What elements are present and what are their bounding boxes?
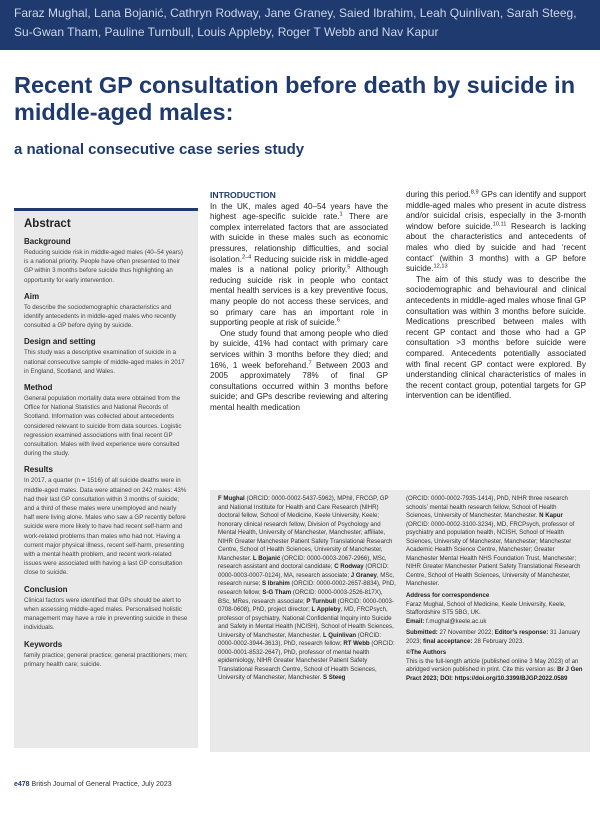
abstract-method-text: General population mortality data were obtained from the Office for National Statistics and National Records of Scotland. Information was collected about antecedents considered relevant to suicide from data sources. Logistic regression examined associations with final recent GP consultation. Males with lived experience were consulted during the study. bbox=[24, 395, 182, 458]
abstract-conclusion-text: Clinical factors were identified that GPs should be alert to when assessing middle-aged males. Personalised holistic management may have a role in preventing suicide in these individuals. bbox=[24, 596, 188, 632]
abstract-conclusion-heading: Conclusion bbox=[24, 584, 68, 594]
article-subtitle: a national consecutive case series study bbox=[14, 141, 305, 158]
author-affiliations-continued: (ORCID: 0000-0002-7935-1414), PhD, NIHR three research schools’ mental health research fellow, School of Health Sciences, University of Manchester, Manchester. N Kapur (ORCID: 0000-0002-3100-3234), MD, FRCPsych, professor of psychiatry and population health, NCISH, School of Health Sciences, University of Manchester, Manchester; Manchester Academic Health Science Centre, Manchester; Greater Manchester Mental Health NHS Foundation Trust, Manchester; NIHR Greater Manchester Patient Safety Translational Research Centre, School of Health Sciences, University of Manchester, Manchester. bbox=[406, 495, 581, 588]
abstract-keywords-heading: Keywords bbox=[24, 639, 63, 649]
citation-note: This is the full-length article (published online 3 May 2023) of an abridged version published in print. Cite this version as: Br J Gen Pract 2023; DOI: https://doi.org/10.3399/BJGP.2022.0589 bbox=[406, 657, 583, 682]
abstract-method-heading: Method bbox=[24, 383, 53, 393]
body-column-left bbox=[210, 190, 388, 413]
abstract-aim-heading: Aim bbox=[24, 291, 40, 301]
intro-paragraph-2: One study found that among people who died by suicide, 41% had contact with primary care services within 3 months before they died; and 16%, 1 week beforehand.$^7$ Between 2003 and 2005 approximately 78% of final GP consultations occurred within 3 months before suicide; and GPs describe reviewing and altering mental health medication bbox=[210, 328, 388, 412]
abstract-design-text: This study was a descriptive examination of suicide in a national consecutive sample of middle-aged males in 2017 in England, Scotland, and Wales. bbox=[24, 349, 185, 375]
intro-paragraph-3: during this period.$^{8,9}$ GPs can identify and support middle-aged males who present in acute distress and/or suicidal crisis, especially in the 3-month window before suicide.$^{10,11}$ Research is lacking about the characteristics and antecedents of males who died by suicide and had ‘recent contact’ (within 3 months) with a GP before suicide.$^{12,13}$ bbox=[406, 189, 586, 274]
page-footer bbox=[14, 780, 589, 789]
abstract-design-heading: Design and setting bbox=[24, 337, 96, 347]
abstract-keywords-text: family practice; general practice; general practitioners; men; primary health care; suicide. bbox=[24, 651, 188, 668]
author-list: Faraz Mughal, Lana Bojanić, Cathryn Rodway, Jane Graney, Saied Ibrahim, Leah Quinlivan, Sarah Steeg, Su-Gwan Tham, Pauline Turnbull, Louis Appleby, Roger T Webb and Nav Kapur bbox=[14, 6, 577, 39]
intro-paragraph-1: In the UK, males aged 40–54 years have the highest age-specific suicide rate.$^1$ There are complex interrelated factors that are associated with suicide in these males such as economic pressures, relationship difficulties, and social isolation.$^{2-4}$ Reducing suicide risk in middle-aged males is a national policy priority.$^5$ Although reducing suicide risk in people who contact mental health services is a key preventive focus, many people do not access these services, and so primary care has an important role in supporting people at risk of suicide.$^6$ bbox=[210, 201, 388, 328]
introduction-heading: INTRODUCTION bbox=[210, 190, 276, 200]
abstract-aim-text: To describe the sociodemographic characteristics and identify antecedents in middle-aged males who recently consulted a GP before dying by suicide. bbox=[24, 303, 177, 330]
abstract-heading: Abstract bbox=[24, 218, 71, 230]
abstract-results-text: In 2017, a quarter (n = 1516) of all suicide deaths were in middle-aged males. Data were attained on 242 males: 43% had their last GP consultation within 3 months of suicide; and a third of these males were unemployed and nearly half were living alone. Males who saw a GP recently before suicide were more likely to have had recent self-harm and work-related problems than males who had not. Having a current major physical illness, recent self-harm, presenting with a mental health problem, and recent work-related issues were associated with having a last GP consultation close to suicide. bbox=[24, 477, 187, 577]
article-title: Recent GP consultation before death by suicide in middle-aged males: bbox=[14, 72, 576, 125]
correspondence-address: Faraz Mughal, School of Medicine, Keele University, Keele, Staffordshire ST5 5BG, UK. bbox=[406, 600, 566, 617]
author-info-box bbox=[210, 490, 590, 752]
abstract-background-text: Reducing suicide risk in middle-aged males (40–54 years) is a national priority. People have often presented to their GP within 3 months before suicide thus highlighting an opportunity for early intervention. bbox=[24, 249, 183, 284]
author-affiliations-right bbox=[406, 495, 584, 683]
journal-name: British Journal of General Practice, July 2023 bbox=[31, 781, 172, 788]
intro-paragraph-4: The aim of this study was to describe the sociodemographic and behavioural and clinical antecedents in middle-aged males whose final GP consultation was within 3 months before suicide. Medications prescribed between males with recent GP contact and those who had a GP consultation >3 months before suicide were compared. Antecedents potentially associated with final recent GP contact were explored. By understanding clinical characteristics of males in the recent contact group, potential targets for GP intervention can be identified. bbox=[406, 274, 586, 401]
abstract-box bbox=[14, 208, 198, 748]
submission-dates: Submitted: 27 November 2022; Editor’s response: 31 January 2023; final acceptance: 28 February 2023. bbox=[406, 629, 581, 645]
author-affiliations-left bbox=[218, 495, 396, 683]
abstract-background-heading: Background bbox=[24, 237, 71, 246]
author-affiliations-text: F Mughal (ORCID: 0000-0002-5437-5962), MPhil, FRCGP, GP and National Institute for Health and Care Research (NIHR) doctoral fellow, School of Medicine, Keele University, Keele; honorary clinical research fellow, Division of Psychology and Mental Health, University of Manchester, Manchester; affiliate, NIHR Greater Manchester Patient Safety Translational Research Centre, School of Health Sciences, University of Manchester, Manchester. L Bojanić (ORCID: 0000-0003-2067-2966), MSc, research assistant and doctoral candidate; C Rodway (ORCID: 0000-0003-0007-0124), MA, research associate; J Graney, MSc, research nurse; S Ibrahim (ORCID: 0000-0002-2657-8834), PhD, research fellow; S-G Tham (ORCID: 0000-0003-2526-817X), BSc, MRes, research associate; P Turnbull (ORCID: 0000-0003-0708-0608), PhD, project director; L Appleby, MD, FRCPsych, professor of psychiatry, National Confidential Inquiry into Suicide and Safety in Mental Health (NCISH), School of Health Sciences, University of Manchester, Manchester. L Quinlivan (ORCID: 0000-0002-3944-3613), PhD, research fellow; RT Webb (ORCID: 0000-0001-8532-2647), PhD, professor of mental health epidemiology, NIHR Greater Manchester Patient Safety Translational Research Centre, School of Health Sciences, University of Manchester, Manchester. S Steeg bbox=[218, 495, 396, 682]
copyright-line: ©The Authors bbox=[406, 649, 447, 657]
page-number: e478 bbox=[14, 781, 30, 788]
abstract-results-heading: Results bbox=[24, 465, 53, 475]
body-column-right bbox=[406, 190, 586, 402]
correspondence-heading: Address for correspondence bbox=[406, 592, 490, 600]
header-band bbox=[0, 0, 600, 50]
correspondence-email: Email: f.mughal@keele.ac.uk bbox=[406, 617, 487, 625]
